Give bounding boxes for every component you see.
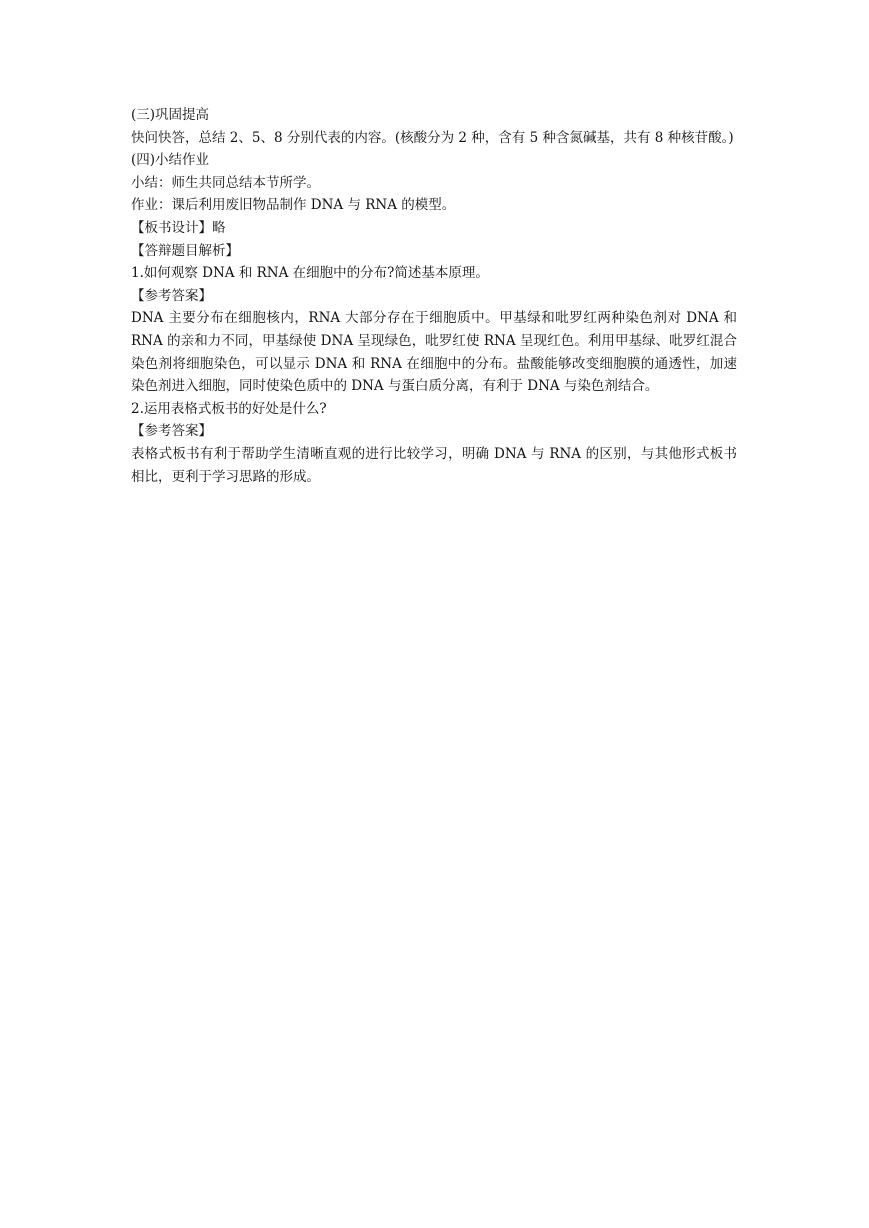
answer-1-heading: 【参考答案】	[131, 287, 212, 304]
board-design-text: 【板书设计】略	[131, 219, 226, 236]
section4-heading: (四)小结作业	[131, 152, 210, 169]
answer-2-text: 表格式板书有利于帮助学生清晰直观的进行比较学习，明确 DNA 与 RNA 的区别，与其他形式板书相比，更利于学习思路的形成。	[131, 445, 737, 485]
section3-heading: (三)巩固提高	[131, 107, 210, 123]
answer-2-heading: 【参考答案】	[131, 423, 212, 440]
homework-text: 作业：课后利用废旧物品制作 DNA 与 RNA 的模型。	[131, 197, 456, 214]
summary-text: 小结：师生共同总结本节所学。	[131, 174, 320, 191]
question-2: 2.运用表格式板书的好处是什么?	[131, 400, 327, 417]
document-page	[131, 104, 737, 488]
answer-1-text: DNA 主要分布在细胞核内，RNA 大部分存在于细胞质中。甲基绿和吡罗红两种染色剂对 DNA 和 RNA 的亲和力不同，甲基绿使 DNA 呈现绿色，吡罗红使 RNA 呈现红色。利用甲基绿、吡罗红混合染色剂将细胞染色，可以显示 DNA 和 RNA 在细胞中的分布。盐酸能够改变细胞膜的通透性，加速染色剂进入细胞，同时使染色质中的 DNA 与蛋白质分离，有利于 DNA 与染色剂结合。	[131, 310, 737, 395]
question-1: 1.如何观察 DNA 和 RNA 在细胞中的分布?简述基本原理。	[131, 265, 489, 282]
section3-text: 快问快答，总结 2、5、8 分别代表的内容。(核酸分为 2 种，含有 5 种含氮碱基，共有 8 种核苷酸。)	[131, 129, 734, 146]
qa-heading: 【答辩题目解析】	[131, 242, 239, 259]
